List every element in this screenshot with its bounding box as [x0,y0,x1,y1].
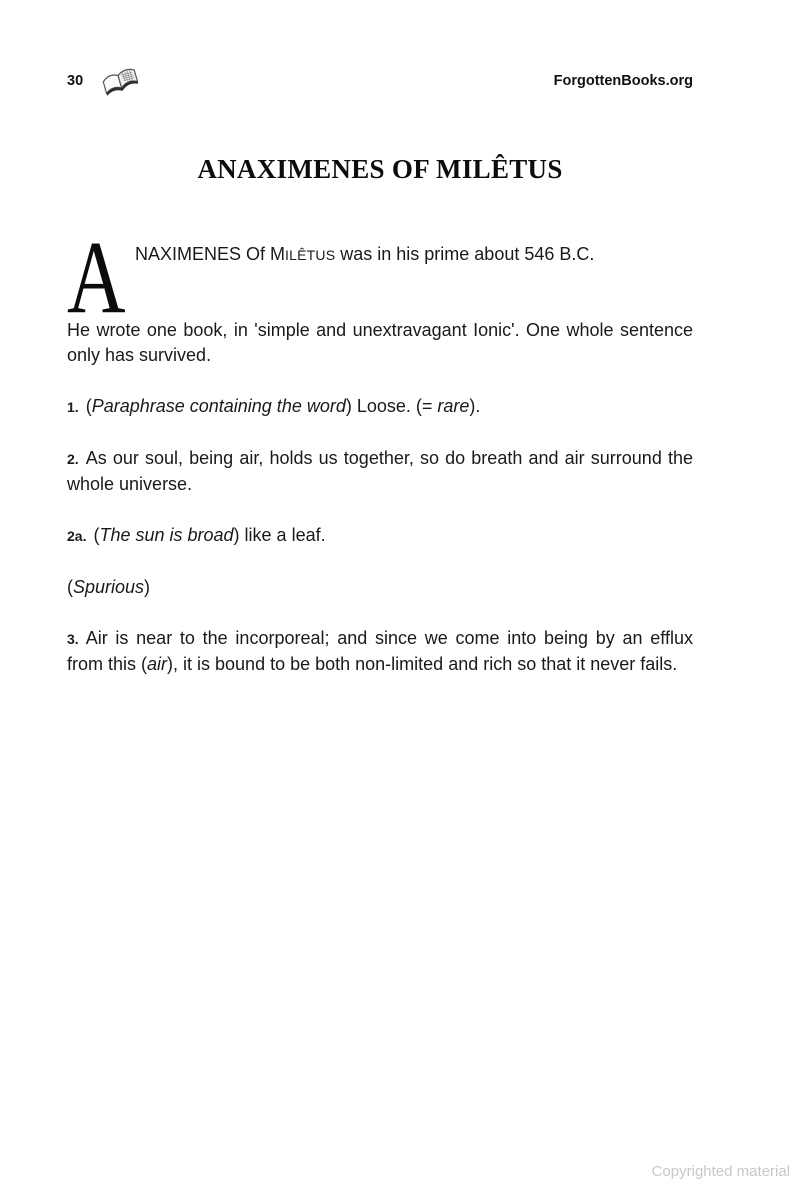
page-number: 30 [67,73,84,89]
copyright-watermark: Copyrighted material [651,1163,790,1180]
fragment-2a: 2a. (The sun is broad) like a leaf. [67,525,326,545]
open-book-icon [99,65,143,99]
page-header [67,62,693,100]
fragment-number: 2. [67,451,79,467]
page-content [67,0,693,677]
site-name: ForgottenBooks.org [553,73,693,89]
fragment-number: 1. [67,399,79,415]
page-title: ANAXIMENES OF MILÊTUS [197,154,563,184]
spurious-note: (Spurious) [67,577,151,597]
fragment-number: 3. [67,631,79,647]
drop-cap: A [67,220,126,335]
intro-paragraph: He wrote one book, in 'simple and unextravagant Ionic'. One whole sentence only has survived. [67,320,693,365]
header-left [67,63,143,99]
fragment-3: 3. Air is near to the incorporeal; and since we come into being by an efflux from this (air), it is bound to be both non-limited and rich so that it never fails. [67,628,693,674]
fragment-2: 2. As our soul, being air, holds us together, so do breath and air surround the whole universe. [67,448,693,494]
intro-block [67,220,693,335]
fragment-number: 2a. [67,528,87,544]
fragment-1: 1. (Paraphrase containing the word) Loose. (= rare). [67,396,481,416]
intro-first-line: NAXIMENES Of MILÊTUS was in his prime about 546 B.C. [135,244,595,264]
